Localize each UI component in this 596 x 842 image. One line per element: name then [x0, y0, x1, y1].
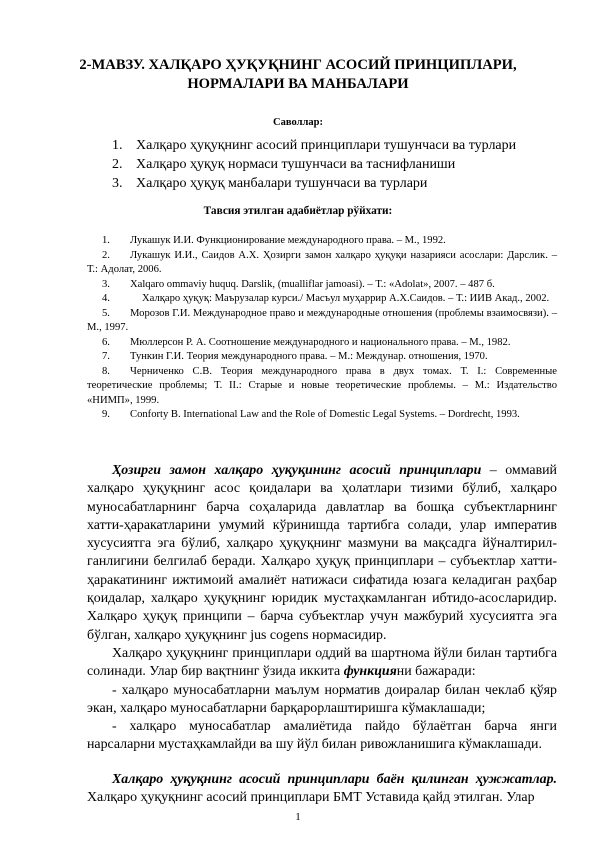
page-number: 1 — [295, 811, 301, 823]
question-number: 3. — [112, 176, 123, 191]
reference-number: 5. — [102, 307, 110, 319]
paragraph-text: Халқаро ҳуқуқнинг принциплари оддий ва шартнома йўли билан тартибга солинади. Улар бир вақтнинг ўзида иккита — [87, 645, 557, 680]
reference-item — [87, 408, 557, 423]
reference-item — [87, 365, 557, 409]
paragraph-text: ни бажаради: — [396, 664, 476, 680]
reference-text: Черниченко С.В. Теория международного права в двух томах. Т. I.: Современные теоретические проблемы; Т. II.: Старые и новые теоретические проблемы. – М.: Издательство «НИМП», 1999. — [87, 365, 557, 406]
body-paragraph — [87, 771, 557, 808]
question-text: Халқаро ҳуқуқнинг асосий принциплари тушунчаси ва турлари — [136, 138, 517, 153]
title-line-2: НОРМАЛАРИ ВА МАНБАЛАРИ — [187, 76, 409, 92]
reference-item — [102, 278, 557, 293]
reference-text: Лукашук И.И. Функционирование международного права. – М., 1992. — [130, 235, 446, 246]
reference-item — [87, 292, 557, 307]
reference-text: Тункин Г.И. Теория международного права. – М.: Междунар. отношения, 1970. — [130, 351, 488, 362]
title-line-1: 2-МАВЗУ. ХАЛҚАРО ҲУҚУҚНИНГ АСОСИЙ ПРИНЦИПЛАРИ, — [79, 57, 517, 73]
paragraph-text: – оммавий халқаро ҳуқуқнинг асос қоидалари ва ҳолатлари тизими бўлиб, халқаро муносабатларнинг барча соҳаларида давлатлар ва бошқа субъектларнинг хатти-ҳаракатларини умумий кўринишда тартибга солади, улар императив хусусиятга эга бўлиб, халқаро ҳуқуқнинг мазмуни ва мақсадга йўналтирил-ганлигини белгилаб беради. Халқаро ҳуқуқ принциплари – субъектлар хатти-ҳаракатининг ижтимоий амалиёт натижаси сифатида юзага келадиган раҳбар қоидалар, халқаро ҳуқуқнинг юридик мустаҳкамланган ибтидо-асосларидир. Халқаро ҳуқуқ принципи – барча субъектлар учун мажбурий хусусиятга эга бўлган, халқаро ҳуқуқнинг jus cogens нормасидир. — [87, 463, 557, 643]
reference-text: Лукашук И.И., Саидов А.Х. Ҳозирги замон халқаро ҳуқуқи назарияси асослари: Дарслик. – Т.: Адолат, 2006. — [87, 249, 557, 275]
term-highlight: Ҳозирги замон халқаро ҳуқуқининг асосий принциплари — [112, 463, 482, 478]
reference-number: 1. — [102, 235, 110, 246]
question-item — [112, 155, 552, 174]
section-heading: Халқаро ҳуқуқнинг асосий принциплари баён қилинган ҳужжатлар. — [112, 771, 557, 787]
reference-text: Xalqaro ommaviy huquq. Darslik, (mualliflar jamoasi). – Т.: «Adolat», 2007. – 487 б. — [130, 278, 495, 290]
page-title — [60, 56, 536, 94]
term-highlight: функция — [343, 664, 397, 680]
references-list — [87, 234, 557, 423]
reference-item — [87, 350, 557, 365]
question-item — [112, 174, 552, 193]
question-item — [112, 136, 552, 155]
reference-number: 9. — [102, 409, 110, 420]
questions-list — [112, 136, 552, 193]
reference-number: 8. — [102, 365, 110, 377]
body-text — [87, 462, 557, 807]
reference-number: 2. — [102, 249, 110, 261]
reference-text: Мюллерсон Р. А. Соотношение международного и национального права. – М., 1982. — [130, 336, 511, 348]
question-text: Халқаро ҳуқуқ нормаси тушунчаси ва таснифланиши — [136, 157, 456, 172]
reference-text: Халқаро ҳуқуқ: Маърузалар курси./ Масъул муҳаррир А.Х.Саидов. – Т.: ИИВ Акад., 2002. — [142, 293, 550, 304]
body-paragraph — [87, 462, 557, 645]
question-number: 1. — [112, 138, 123, 153]
literature-heading: Тавсия этилган адабиётлар рўйхати: — [203, 205, 393, 217]
reference-number: 6. — [102, 336, 110, 348]
question-text: Халқаро ҳуқуқ манбалари тушунчаси ва турлари — [136, 176, 428, 191]
reference-number: 7. — [102, 351, 110, 362]
reference-text: Морозов Г.И. Международное право и международные отношения (проблемы взаимосвязи). – М., 1997. — [87, 307, 557, 333]
body-paragraph: - халқаро муносабатларни маълум норматив доиралар билан чеклаб қўяр экан, халқаро муносабатларни барқарорлаштиришга кўмаклашади; — [87, 682, 557, 716]
reference-item — [102, 234, 557, 249]
reference-item — [87, 249, 557, 278]
reference-item — [87, 307, 557, 336]
question-number: 2. — [112, 157, 123, 172]
body-paragraph — [87, 645, 557, 682]
paragraph-text: Халқаро ҳуқуқнинг асосий принциплари БМТ Уставида қайд этилган. Улар — [87, 790, 535, 806]
reference-text: Conforty B. International Law and the Role of Domestic Legal Systems. – Dordrecht, 1993. — [130, 409, 520, 420]
reference-number: 4. — [102, 293, 110, 304]
reference-item — [87, 336, 557, 351]
questions-heading: Саволлар: — [273, 117, 323, 128]
body-paragraph: - халқаро муносабатлар амалиётида пайдо бўлаётган барча янги нарсаларни мустаҳкамлайди ва шу йўл билан ривожланишига кўмаклашади. — [87, 719, 557, 753]
reference-number: 3. — [102, 278, 110, 290]
